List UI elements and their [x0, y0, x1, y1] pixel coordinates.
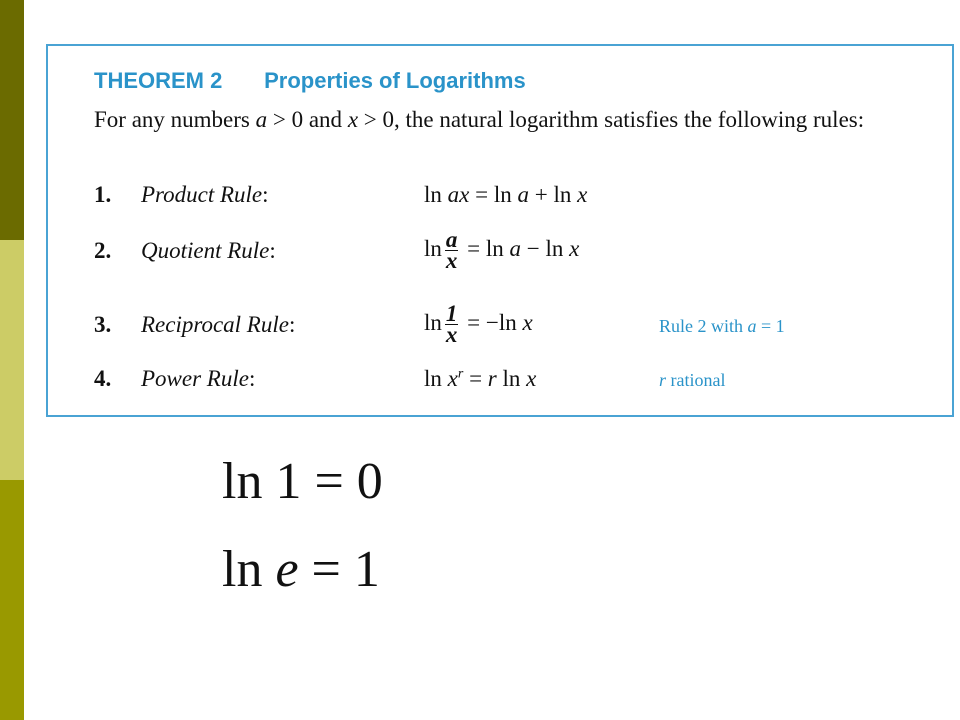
rule-formula: ln $\frac{a}{x}$ = ln a − ln x: [424, 227, 580, 273]
rule-power: [94, 366, 954, 416]
theorem-label: THEOREM 2: [94, 68, 223, 93]
equation-equals: =: [298, 541, 354, 598]
rule-name: Product Rule:: [141, 182, 269, 207]
theorem-intro: [94, 104, 924, 135]
rule-name: Power Rule:: [141, 366, 256, 391]
rule-reciprocal: [94, 301, 954, 354]
rule-number: 2.: [94, 238, 112, 263]
rule-product: [94, 182, 954, 232]
equation-lhs: ln: [222, 541, 276, 598]
rule-number: 1.: [94, 182, 112, 207]
rule-formula: ln $\frac{1}{x}$ = −ln x: [424, 301, 533, 347]
intro-text: > 0, the natural logarithm satisfies the following rules:: [358, 107, 865, 132]
equation-rhs: 0: [356, 453, 383, 510]
rule-quotient: [94, 227, 954, 280]
intro-var-x: x: [347, 107, 359, 132]
theorem-title: Properties of Logarithms: [264, 68, 526, 93]
equation-ln-e: [222, 540, 380, 600]
intro-var-a: a: [255, 107, 268, 132]
fraction: $\frac{a}{x}$: [445, 227, 458, 273]
equation-ln-1: [222, 452, 383, 512]
rule-formula: $\ln x^r = r$ ln x: [424, 366, 537, 391]
fraction: $\frac{1}{x}$: [445, 301, 458, 347]
equation-var-e: e: [275, 541, 299, 598]
rule-note: Rule 2 with a = 1: [659, 316, 785, 336]
side-bar-top: [0, 0, 24, 240]
theorem-heading: [94, 68, 526, 94]
theorem-box: [46, 44, 954, 417]
side-bar-middle: [0, 240, 24, 480]
equation-lhs: ln 1: [222, 453, 302, 510]
intro-text: > 0 and: [267, 107, 348, 132]
intro-text: For any numbers: [94, 107, 256, 132]
equation-rhs: 1: [353, 541, 380, 598]
rule-formula: ln ax = ln a + ln x: [424, 182, 588, 207]
rule-number: 3.: [94, 312, 112, 337]
rule-note: r rational: [659, 370, 726, 390]
equation-equals: =: [301, 453, 357, 510]
rule-name: Quotient Rule:: [141, 238, 276, 263]
rule-name: Reciprocal Rule:: [141, 312, 296, 337]
rule-number: 4.: [94, 366, 112, 391]
side-bar-bottom: [0, 480, 24, 720]
